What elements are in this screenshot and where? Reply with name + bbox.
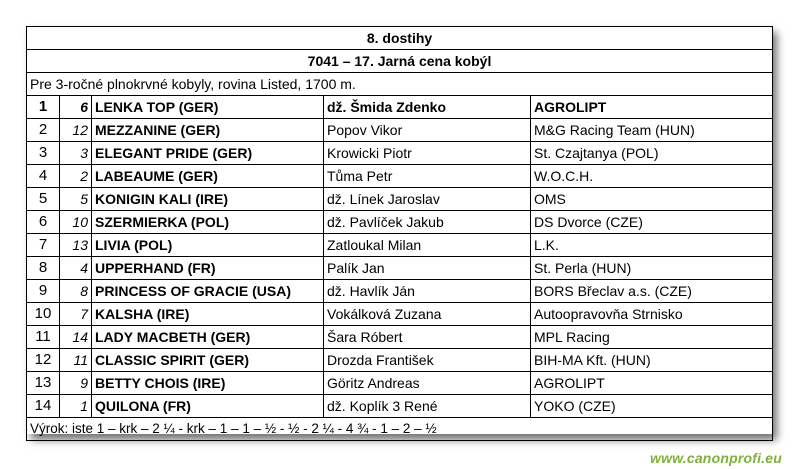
start-number: 5	[60, 188, 92, 211]
owner-name: MPL Racing	[531, 326, 773, 349]
start-number: 1	[60, 395, 92, 418]
finish-position: 11	[27, 326, 60, 349]
finish-position: 13	[27, 372, 60, 395]
owner-name: Autoopravovňa Strnisko	[531, 303, 773, 326]
horse-name: PRINCESS OF GRACIE (USA)	[92, 280, 324, 303]
finish-position: 12	[27, 349, 60, 372]
start-number: 10	[60, 211, 92, 234]
table-row	[27, 188, 773, 211]
owner-name: OMS	[531, 188, 773, 211]
table-row	[27, 257, 773, 280]
start-number: 4	[60, 257, 92, 280]
finish-position: 2	[27, 119, 60, 142]
jockey-name: dž. Šmida Zdenko	[324, 96, 531, 119]
table-row	[27, 372, 773, 395]
horse-name: LADY MACBETH (GER)	[92, 326, 324, 349]
table-row	[27, 96, 773, 119]
start-number: 11	[60, 349, 92, 372]
race-title: 7041 – 17. Jarná cena kobýl	[27, 50, 773, 73]
table-row	[27, 395, 773, 418]
finish-position: 5	[27, 188, 60, 211]
jockey-name: Popov Vikor	[324, 119, 531, 142]
owner-name: BORS Břeclav a.s. (CZE)	[531, 280, 773, 303]
verdict: Výrok: iste 1 – krk – 2 ¼ - krk – 1 – 1 – ½ - ½ - 2 ¼ - 4 ¾ - 1 – 2 – ½	[27, 418, 773, 441]
jockey-name: dž. Pavlíček Jakub	[324, 211, 531, 234]
jockey-name: Drozda František	[324, 349, 531, 372]
start-number: 8	[60, 280, 92, 303]
horse-name: BETTY CHOIS (IRE)	[92, 372, 324, 395]
finish-position: 1	[27, 96, 60, 119]
horse-name: QUILONA (FR)	[92, 395, 324, 418]
table-row	[27, 326, 773, 349]
horse-name: MEZZANINE (GER)	[92, 119, 324, 142]
horse-name: UPPERHAND (FR)	[92, 257, 324, 280]
table-row	[27, 234, 773, 257]
jockey-name: Tůma Petr	[324, 165, 531, 188]
jockey-name: Krowicki Piotr	[324, 142, 531, 165]
table-row	[27, 349, 773, 372]
jockey-name: Šara Róbert	[324, 326, 531, 349]
race-number-row	[27, 27, 773, 50]
start-number: 6	[60, 96, 92, 119]
table-row	[27, 142, 773, 165]
horse-name: ELEGANT PRIDE (GER)	[92, 142, 324, 165]
finish-position: 8	[27, 257, 60, 280]
start-number: 12	[60, 119, 92, 142]
results-sheet	[26, 26, 772, 434]
jockey-name: dž. Línek Jaroslav	[324, 188, 531, 211]
horse-name: LIVIA (POL)	[92, 234, 324, 257]
jockey-name: Vokálková Zuzana	[324, 303, 531, 326]
owner-name: W.O.C.H.	[531, 165, 773, 188]
table-row	[27, 280, 773, 303]
table-row	[27, 303, 773, 326]
owner-name: AGROLIPT	[531, 96, 773, 119]
owner-name: M&G Racing Team (HUN)	[531, 119, 773, 142]
horse-name: CLASSIC SPIRIT (GER)	[92, 349, 324, 372]
owner-name: BIH-MA Kft. (HUN)	[531, 349, 773, 372]
finish-position: 14	[27, 395, 60, 418]
jockey-name: Göritz Andreas	[324, 372, 531, 395]
owner-name: St. Perla (HUN)	[531, 257, 773, 280]
start-number: 9	[60, 372, 92, 395]
results-table	[26, 26, 773, 441]
race-number: 8. dostihy	[27, 27, 773, 50]
horse-name: SZERMIERKA (POL)	[92, 211, 324, 234]
jockey-name: dž. Koplík 3 René	[324, 395, 531, 418]
horse-name: KALSHA (IRE)	[92, 303, 324, 326]
table-row	[27, 211, 773, 234]
owner-name: DS Dvorce (CZE)	[531, 211, 773, 234]
start-number: 13	[60, 234, 92, 257]
table-row	[27, 119, 773, 142]
watermark: www.canonprofi.eu	[650, 450, 782, 466]
start-number: 7	[60, 303, 92, 326]
finish-position: 10	[27, 303, 60, 326]
table-row	[27, 165, 773, 188]
finish-position: 7	[27, 234, 60, 257]
finish-position: 9	[27, 280, 60, 303]
horse-name: LENKA TOP (GER)	[92, 96, 324, 119]
race-conditions-row	[27, 73, 773, 96]
start-number: 2	[60, 165, 92, 188]
race-conditions: Pre 3-ročné plnokrvné kobyly, rovina Listed, 1700 m.	[27, 73, 773, 96]
verdict-row	[27, 418, 773, 441]
owner-name: St. Czajtanya (POL)	[531, 142, 773, 165]
race-title-row	[27, 50, 773, 73]
jockey-name: dž. Havlík Ján	[324, 280, 531, 303]
horse-name: KONIGIN KALI (IRE)	[92, 188, 324, 211]
finish-position: 4	[27, 165, 60, 188]
owner-name: YOKO (CZE)	[531, 395, 773, 418]
horse-name: LABEAUME (GER)	[92, 165, 324, 188]
owner-name: AGROLIPT	[531, 372, 773, 395]
start-number: 3	[60, 142, 92, 165]
jockey-name: Zatloukal Milan	[324, 234, 531, 257]
finish-position: 6	[27, 211, 60, 234]
owner-name: L.K.	[531, 234, 773, 257]
start-number: 14	[60, 326, 92, 349]
jockey-name: Palík Jan	[324, 257, 531, 280]
finish-position: 3	[27, 142, 60, 165]
